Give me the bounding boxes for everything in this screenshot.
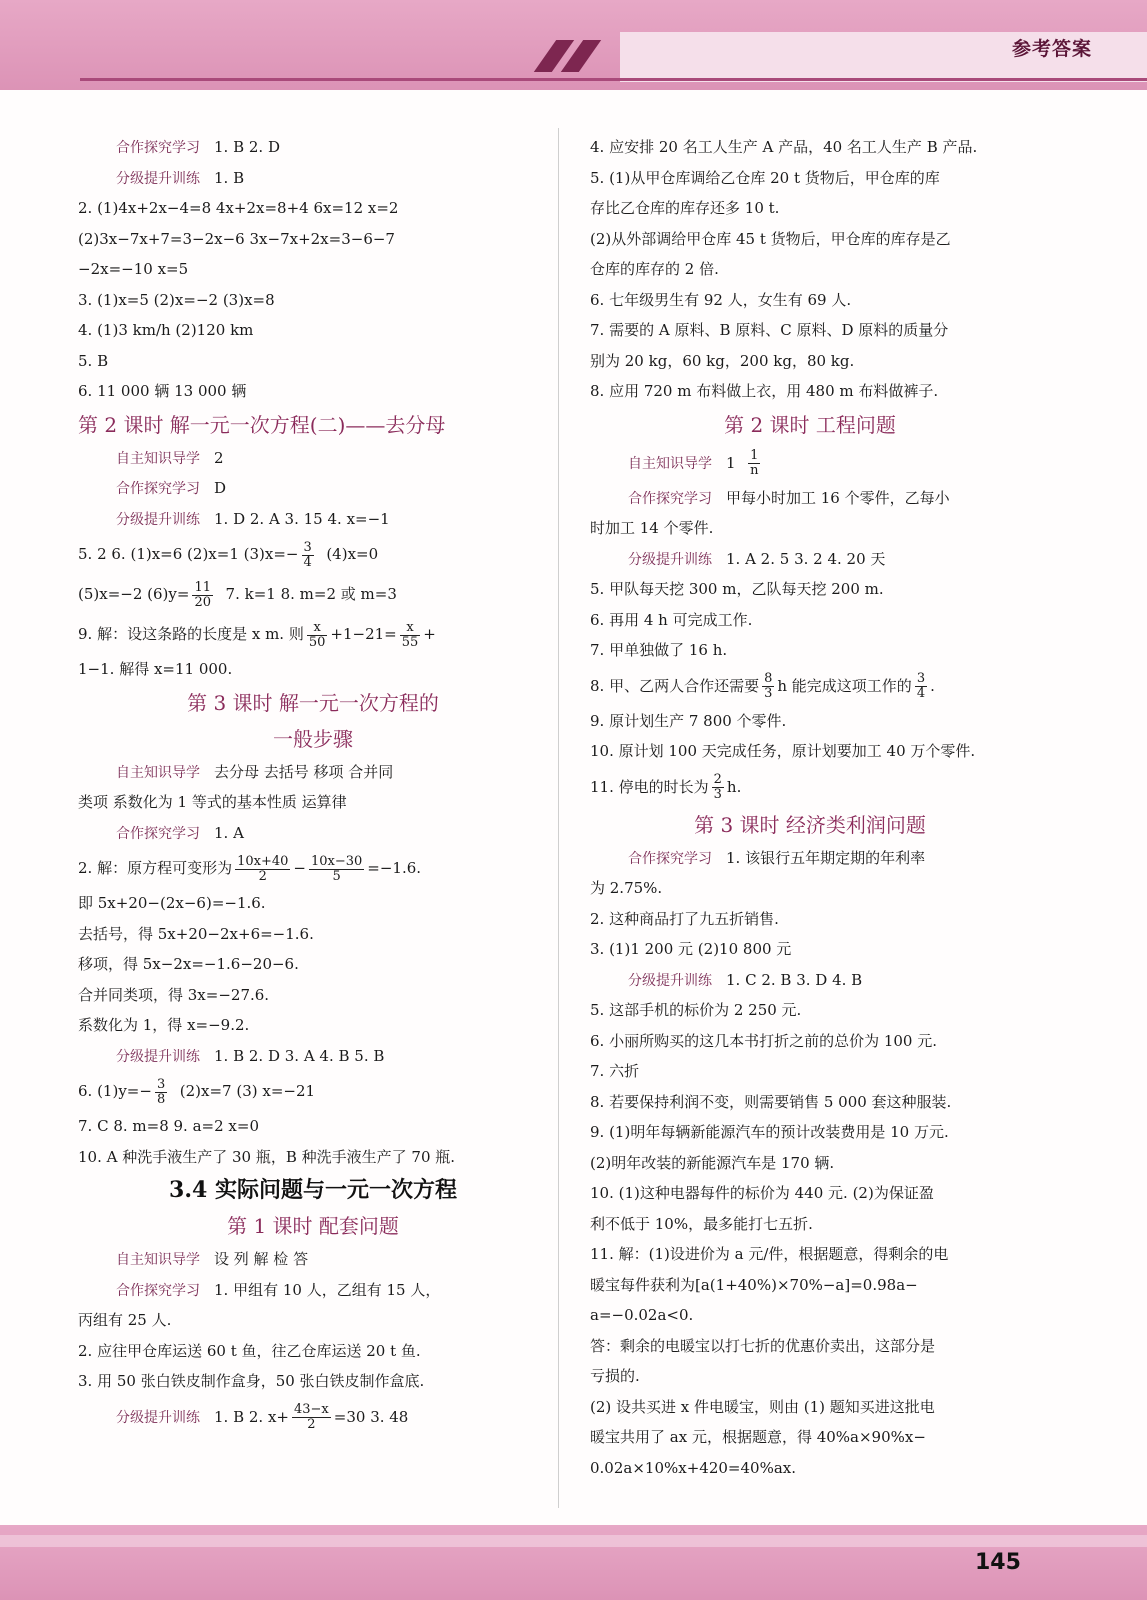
answer-line (78, 1041, 548, 1072)
answer-line (78, 163, 548, 194)
answer-line: 2. 应往甲仓库运送 60 t 鱼，往乙仓库运送 20 t 鱼. (78, 1341, 421, 1360)
section-label: 分级提升训练 (116, 170, 200, 187)
answer-line: 为 2.75%. (590, 879, 663, 897)
lesson-heading: 第 3 课时 解一元一次方程的 (187, 690, 439, 715)
answer-text: 1. C 2. B 3. D 4. B (726, 970, 863, 989)
answer-line: 10. (1)这种电器每件的标价为 440 元. (2)为保证盈 (590, 1184, 934, 1202)
section-label: 合作探究学习 (628, 490, 712, 507)
fraction: $\frac{3}{4}$ (916, 671, 926, 701)
section-label: 合作探究学习 (116, 825, 200, 842)
answer-line (78, 473, 548, 504)
answer-line: 5. (1)从甲仓库调给乙仓库 20 t 货物后，甲仓库的库 (590, 168, 940, 187)
lesson-heading: 第 2 课时 工程问题 (724, 412, 896, 437)
fraction: $\frac{x}{55}$ (401, 619, 419, 650)
answer-line: 7. C 8. m=8 9. a=2 x=0 (78, 1117, 259, 1135)
answer-line: 合并同类项，得 3x=−27.6. (78, 985, 270, 1004)
section-heading: 3.4 实际问题与一元一次方程 (169, 1177, 457, 1203)
answer-text: 1. 该银行五年期定期的年利率 (726, 848, 926, 867)
answer-text: 2 (214, 448, 224, 467)
answer-text: 1. A (214, 823, 244, 842)
answer-line: 7. 六折 (590, 1062, 640, 1080)
answer-line: (2)从外部调给甲仓库 45 t 货物后，甲仓库的库存是乙 (590, 229, 951, 248)
answer-line (78, 757, 548, 788)
answer-line: 2. 这种商品打了九五折销售. (590, 909, 779, 928)
section-label: 合作探究学习 (628, 850, 712, 867)
section-label: 自主知识导学 (116, 764, 200, 781)
fraction: $\frac{2}{3}$ (713, 772, 722, 802)
answer-line: (5)x=−2 (6)y= $\frac{11}{20}$ 7. k=1 8. m=2 或 m=3 (78, 579, 397, 610)
answer-line: 9. 原计划生产 7 800 个零件. (590, 711, 787, 730)
answer-line: −2x=−10 x=5 (78, 260, 189, 278)
answer-line: 7. 需要的 A 原料、B 原料、C 原料、D 原料的质量分 (590, 321, 949, 339)
lesson-heading: 第 3 课时 经济类利润问题 (694, 812, 926, 837)
fraction: $\frac{3}{4}$ (303, 539, 312, 570)
answer-line: 系数化为 1，得 x=−9.2. (78, 1016, 250, 1034)
answer-text: 1. 甲组有 10 人，乙组有 15 人， (214, 1280, 441, 1299)
left-column (78, 132, 548, 1437)
answer-line (78, 818, 548, 849)
fraction: $\frac{1}{n}$ (750, 448, 759, 478)
section-label: 分级提升训练 (116, 1409, 200, 1426)
answer-text: 去分母 去括号 移项 合并同 (214, 762, 394, 781)
answer-line (78, 504, 548, 535)
answer-line: 类项 系数化为 1 等式的基本性质 运算律 (78, 793, 347, 811)
section-label: 分级提升训练 (116, 511, 200, 528)
answer-line: 6. 七年级男生有 92 人，女生有 69 人. (590, 290, 852, 309)
answer-line: 2. (1)4x+2x−4=8 4x+2x=8+4 6x=12 x=2 (78, 199, 399, 217)
footer-band (0, 1535, 1147, 1547)
answer-line: 暖宝每件获利为[a(1+40%)×70%−a]=0.98a− (590, 1275, 918, 1294)
header-rule (80, 78, 1147, 81)
fraction: $\frac{3}{8}$ (156, 1076, 166, 1107)
section-label: 合作探究学习 (116, 1282, 200, 1299)
answer-line (78, 1275, 548, 1306)
answer-line: 1−1. 解得 x=11 000. (78, 660, 233, 678)
answer-line: 5. 这部手机的标价为 2 250 元. (590, 1001, 802, 1019)
fraction: $\frac{43-x}{2}$ (293, 1402, 329, 1432)
answer-line: 亏损的. (590, 1367, 640, 1385)
column-divider (558, 128, 559, 1508)
fraction: $\frac{10x-30}{5}$ (310, 853, 363, 884)
answer-text: 设 列 解 检 答 (214, 1250, 309, 1268)
answer-line: 暖宝共用了 ax 元，根据题意，得 40%a×90%x− (590, 1428, 926, 1446)
answer-line: 4. 应安排 20 名工人生产 A 产品，40 名工人生产 B 产品. (590, 138, 978, 156)
answer-line: 3. (1)x=5 (2)x=−2 (3)x=8 (78, 290, 275, 309)
answer-line: 去括号，得 5x+20−2x+6=−1.6. (78, 924, 314, 943)
answer-line: 答：剩余的电暖宝以打七折的优惠价卖出，这部分是 (590, 1336, 936, 1355)
answer-text: 1. B 2. D 3. A 4. B 5. B (214, 1046, 385, 1065)
answer-line: 移项，得 5x−2x=−1.6−20−6. (78, 955, 299, 973)
answer-line: 自主知识导学 1 $\frac{1}{n}$ (628, 448, 759, 478)
fraction: $\frac{8}{3}$ (764, 671, 773, 701)
header-title: 参考答案 (1011, 38, 1092, 60)
answer-line: 6. (1)y=− $\frac{3}{8}$ (2)x=7 (3) x=−21 (78, 1076, 316, 1107)
answer-line: (2)3x−7x+7=3−2x−6 3x−7x+2x=3−6−7 (78, 229, 395, 248)
answer-line: 9. (1)明年每辆新能源汽车的预计改装费用是 10 万元. (590, 1123, 949, 1141)
answer-line: 3. 用 50 张白铁皮制作盒身，50 张白铁皮制作盒底. (78, 1372, 425, 1390)
section-label: 合作探究学习 (116, 140, 200, 156)
section-label: 分级提升训练 (628, 551, 712, 568)
answer-line: 5. B (78, 351, 109, 370)
answer-line: 5. 甲队每天挖 300 m，乙队每天挖 200 m. (590, 580, 884, 598)
answer-line: 利不低于 10%，最多能打七五折. (590, 1214, 813, 1233)
answer-line: 9. 解：设这条路的长度是 x m. 则 $\frac{x}{50}$ +1−21= $\frac{x}{55}$ + (78, 619, 436, 650)
lesson-heading: 一般步骤 (273, 726, 353, 751)
answer-line: 11. 停电的时长为 $\frac{2}{3}$ h. (590, 772, 742, 802)
fraction: $\frac{10x+40}{2}$ (237, 853, 289, 884)
answer-line (590, 843, 1030, 874)
answer-text: 1. B (214, 168, 245, 187)
section-label: 分级提升训练 (628, 972, 712, 989)
answer-text: 1. B 2. D (214, 138, 280, 156)
answer-line (78, 1244, 548, 1275)
answer-line: 0.02a×10%x+420=40%ax. (590, 1458, 796, 1477)
answer-line (590, 544, 1030, 575)
answer-line: (2)明年改装的新能源汽车是 170 辆. (590, 1153, 835, 1172)
answer-line (590, 965, 1030, 996)
section-label: 自主知识导学 (628, 455, 712, 472)
answer-line: 6. 再用 4 h 可完成工作. (590, 610, 753, 629)
answer-line: 别为 20 kg，60 kg，200 kg，80 kg. (590, 351, 855, 370)
answer-line (590, 483, 1030, 514)
fraction: $\frac{11}{20}$ (194, 579, 211, 610)
answer-line: 3. (1)1 200 元 (2)10 800 元 (590, 940, 792, 958)
answer-line: 存比乙仓库的库存还多 10 t. (590, 199, 780, 217)
answer-line: 8. 甲、乙两人合作还需要 $\frac{8}{3}$ h 能完成这项工作的 $\frac{3}{4}$ . (590, 671, 935, 701)
page-number: 145 (975, 1550, 1021, 1575)
answer-line: a=−0.02a<0. (590, 1306, 694, 1324)
answer-line: 6. 11 000 辆 13 000 辆 (78, 382, 247, 400)
answer-line: 10. 原计划 100 天完成任务，原计划要加工 40 万个零件. (590, 742, 976, 760)
answer-line: 丙组有 25 人. (78, 1311, 172, 1329)
answer-line: 时加工 14 个零件. (590, 519, 714, 537)
answer-line: 10. A 种洗手液生产了 30 瓶，B 种洗手液生产了 70 瓶. (78, 1147, 456, 1166)
answer-line: 4. (1)3 km/h (2)120 km (78, 321, 254, 339)
answer-line: 6. 小丽所购买的这几本书打折之前的总价为 100 元. (590, 1031, 938, 1050)
lesson-heading: 第 1 课时 配套问题 (227, 1214, 399, 1238)
answer-text: D (214, 479, 227, 497)
section-label: 分级提升训练 (116, 1048, 200, 1065)
lesson-heading: 第 2 课时 解一元一次方程(二)——去分母 (78, 412, 446, 437)
answer-line: 11. 解：(1)设进价为 a 元/件，根据题意，得剩余的电 (590, 1245, 949, 1263)
answer-text: 甲每小时加工 16 个零件，乙每小 (726, 488, 950, 507)
answer-line: 仓库的库存的 2 倍. (590, 260, 719, 278)
answer-line: 即 5x+20−(2x−6)=−1.6. (78, 894, 266, 912)
answer-line: 8. 若要保持利润不变，则需要销售 5 000 套这种服装. (590, 1092, 952, 1111)
answer-line (78, 443, 548, 474)
answer-line: (2) 设共买进 x 件电暖宝，则由 (1) 题知买进这批电 (590, 1397, 935, 1416)
fraction: $\frac{x}{50}$ (308, 619, 326, 650)
answer-line: 2. 解：原方程可变形为 $\frac{10x+40}{2}$ − $\frac{10x-30}{5}$ =−1.6. (78, 853, 422, 884)
answer-text: 1. A 2. 5 3. 2 4. 20 天 (726, 549, 886, 568)
right-column (590, 132, 1030, 1483)
section-label: 自主知识导学 (116, 1252, 200, 1268)
section-label: 合作探究学习 (116, 481, 200, 497)
answer-line (78, 132, 548, 163)
section-label: 自主知识导学 (116, 450, 200, 467)
answer-line: 8. 应用 720 m 布料做上衣，用 480 m 布料做裤子. (590, 382, 939, 400)
answer-line: 5. 2 6. (1)x=6 (2)x=1 (3)x=− $\frac{3}{4}$ (4)x=0 (78, 539, 379, 570)
answer-text: 1. D 2. A 3. 15 4. x=−1 (214, 509, 390, 528)
answer-line: 7. 甲单独做了 16 h. (590, 641, 728, 659)
answer-line: 分级提升训练 1. B 2. x+ $\frac{43-x}{2}$ =30 3. 48 (116, 1402, 409, 1432)
